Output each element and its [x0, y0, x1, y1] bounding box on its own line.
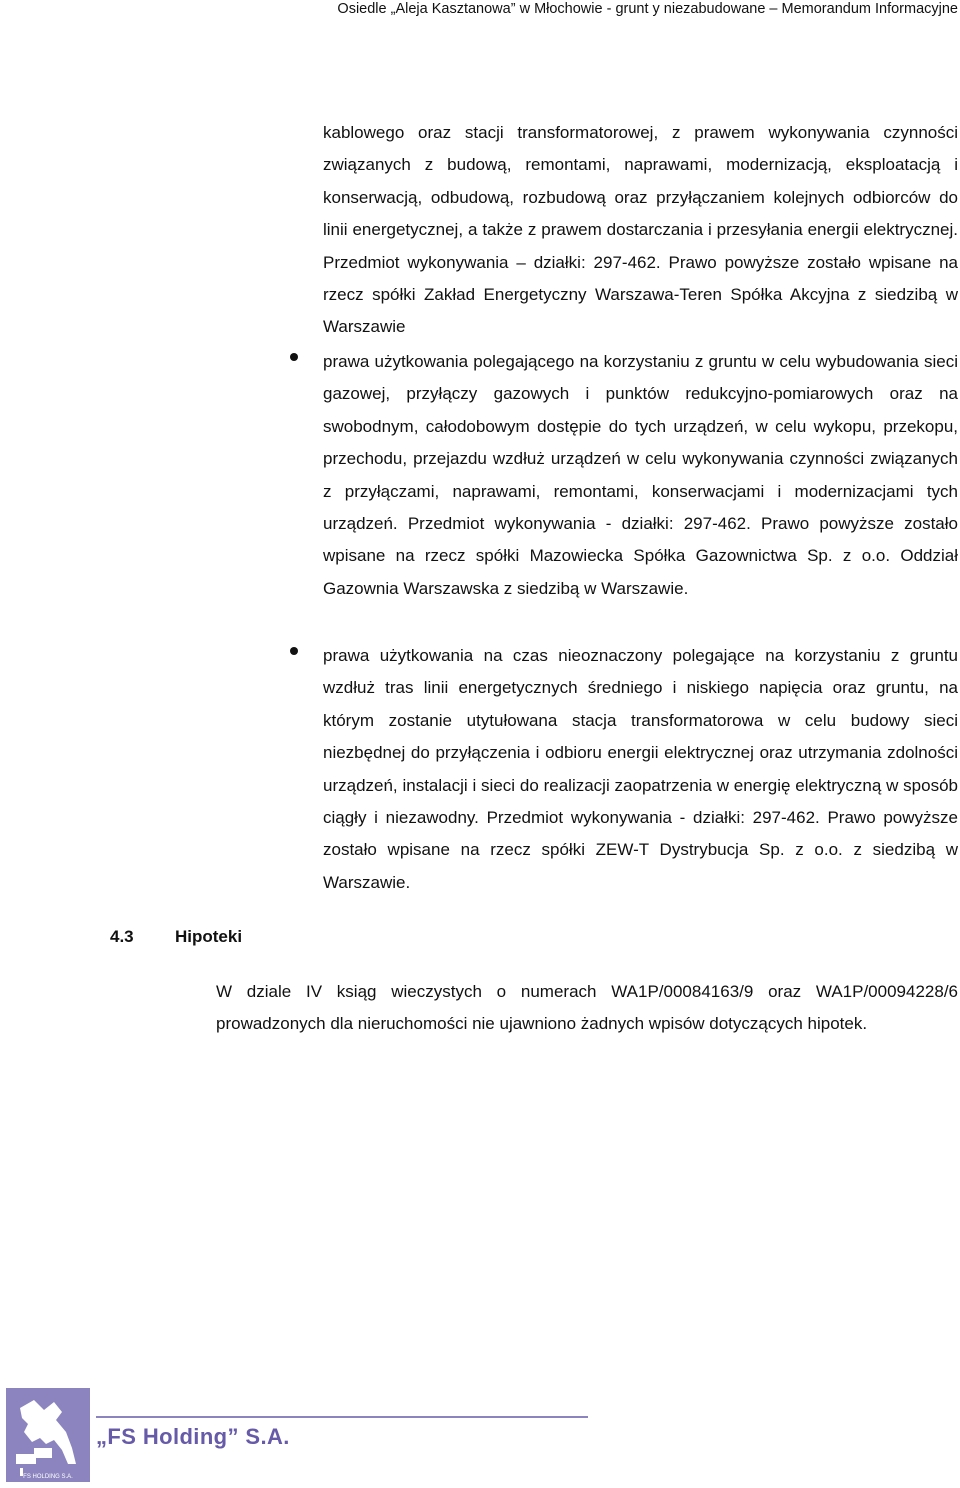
- running-header: Osiedle „Aleja Kasztanowa” w Młochowie - grunt y niezabudowane – Memorandum Informacyjne: [337, 1, 958, 17]
- section-heading: [110, 926, 242, 948]
- hipoteki-paragraph: W dziale IV ksiąg wieczystych o numerach WA1P/00084163/9 oraz WA1P/00094228/6 prowadzonych dla nieruchomości nie ujawniono żadnych wpisów dotyczących hipotek.: [216, 982, 958, 1034]
- fs-holding-logo-icon: [6, 1388, 90, 1482]
- section-title: Hipoteki: [175, 927, 243, 946]
- continuation-paragraph: kablowego oraz stacji transformatorowej, z prawem wykonywania czynności związanych z budową, remontami, naprawami, modernizacją, eksploatacją i konserwacją, odbudową, rozbudową oraz przyłączaniem kolejnych odbiorców do linii energetycznej, a także z prawem dostarczania i przesyłania energii elektrycznej. Przedmiot wykonywania – działki: 297-462. Prawo powyższe zostało wpisane na rzecz spółki Zakład Energetyczny Warszawa-Teren Spółka Akcyjna z siedzibą w Warszawie: [323, 123, 958, 337]
- bullet-icon: [290, 353, 298, 361]
- footer-divider: [96, 1416, 588, 1418]
- section-number: 4.3: [110, 927, 134, 946]
- logo-caption: FS HOLDING S.A.: [23, 1474, 73, 1480]
- bullet-icon: [290, 647, 298, 655]
- footer-brand: „FS Holding” S.A.: [96, 1424, 290, 1449]
- list-item-text: prawa użytkowania na czas nieoznaczony polegające na korzystaniu z gruntu wzdłuż tras linii energetycznych średniego i niskiego napięcia oraz gruntu, na którym zostanie utytułowana stacja transformatorowa w celu budowy sieci niezbędnej do przyłączenia i odbioru energii elektrycznej oraz utrzymania zdolności urządzeń, instalacji i sieci do realizacji zaopatrzenia w energię elektryczną w sposób ciągły i niezawodny. Przedmiot wykonywania - działki: 297-462. Prawo powyższe zostało wpisane na rzecz spółki ZEW-T Dystrybucja Sp. z o.o. z siedzibą w Warszawie.: [323, 646, 958, 892]
- list-item-text: prawa użytkowania polegającego na korzystaniu z gruntu w celu wybudowania sieci gazowej, przyłączy gazowych i punktów redukcyjno-pomiarowych oraz na swobodnym, całodobowym dostępie do tych urządzeń, w celu wykopu, przekopu, przechodu, przejazdu wzdłuż urządzeń w celu wykonywania czynności związanych z przyłączami, naprawami, remontami, konserwacjami i modernizacjami tych urządzeń. Przedmiot wykonywania - działki: 297-462. Prawo powyższe zostało wpisane na rzecz spółki Mazowiecka Spółka Gazownictwa Sp. z o.o. Oddział Gazownia Warszawska z siedzibą w Warszawie.: [323, 352, 958, 598]
